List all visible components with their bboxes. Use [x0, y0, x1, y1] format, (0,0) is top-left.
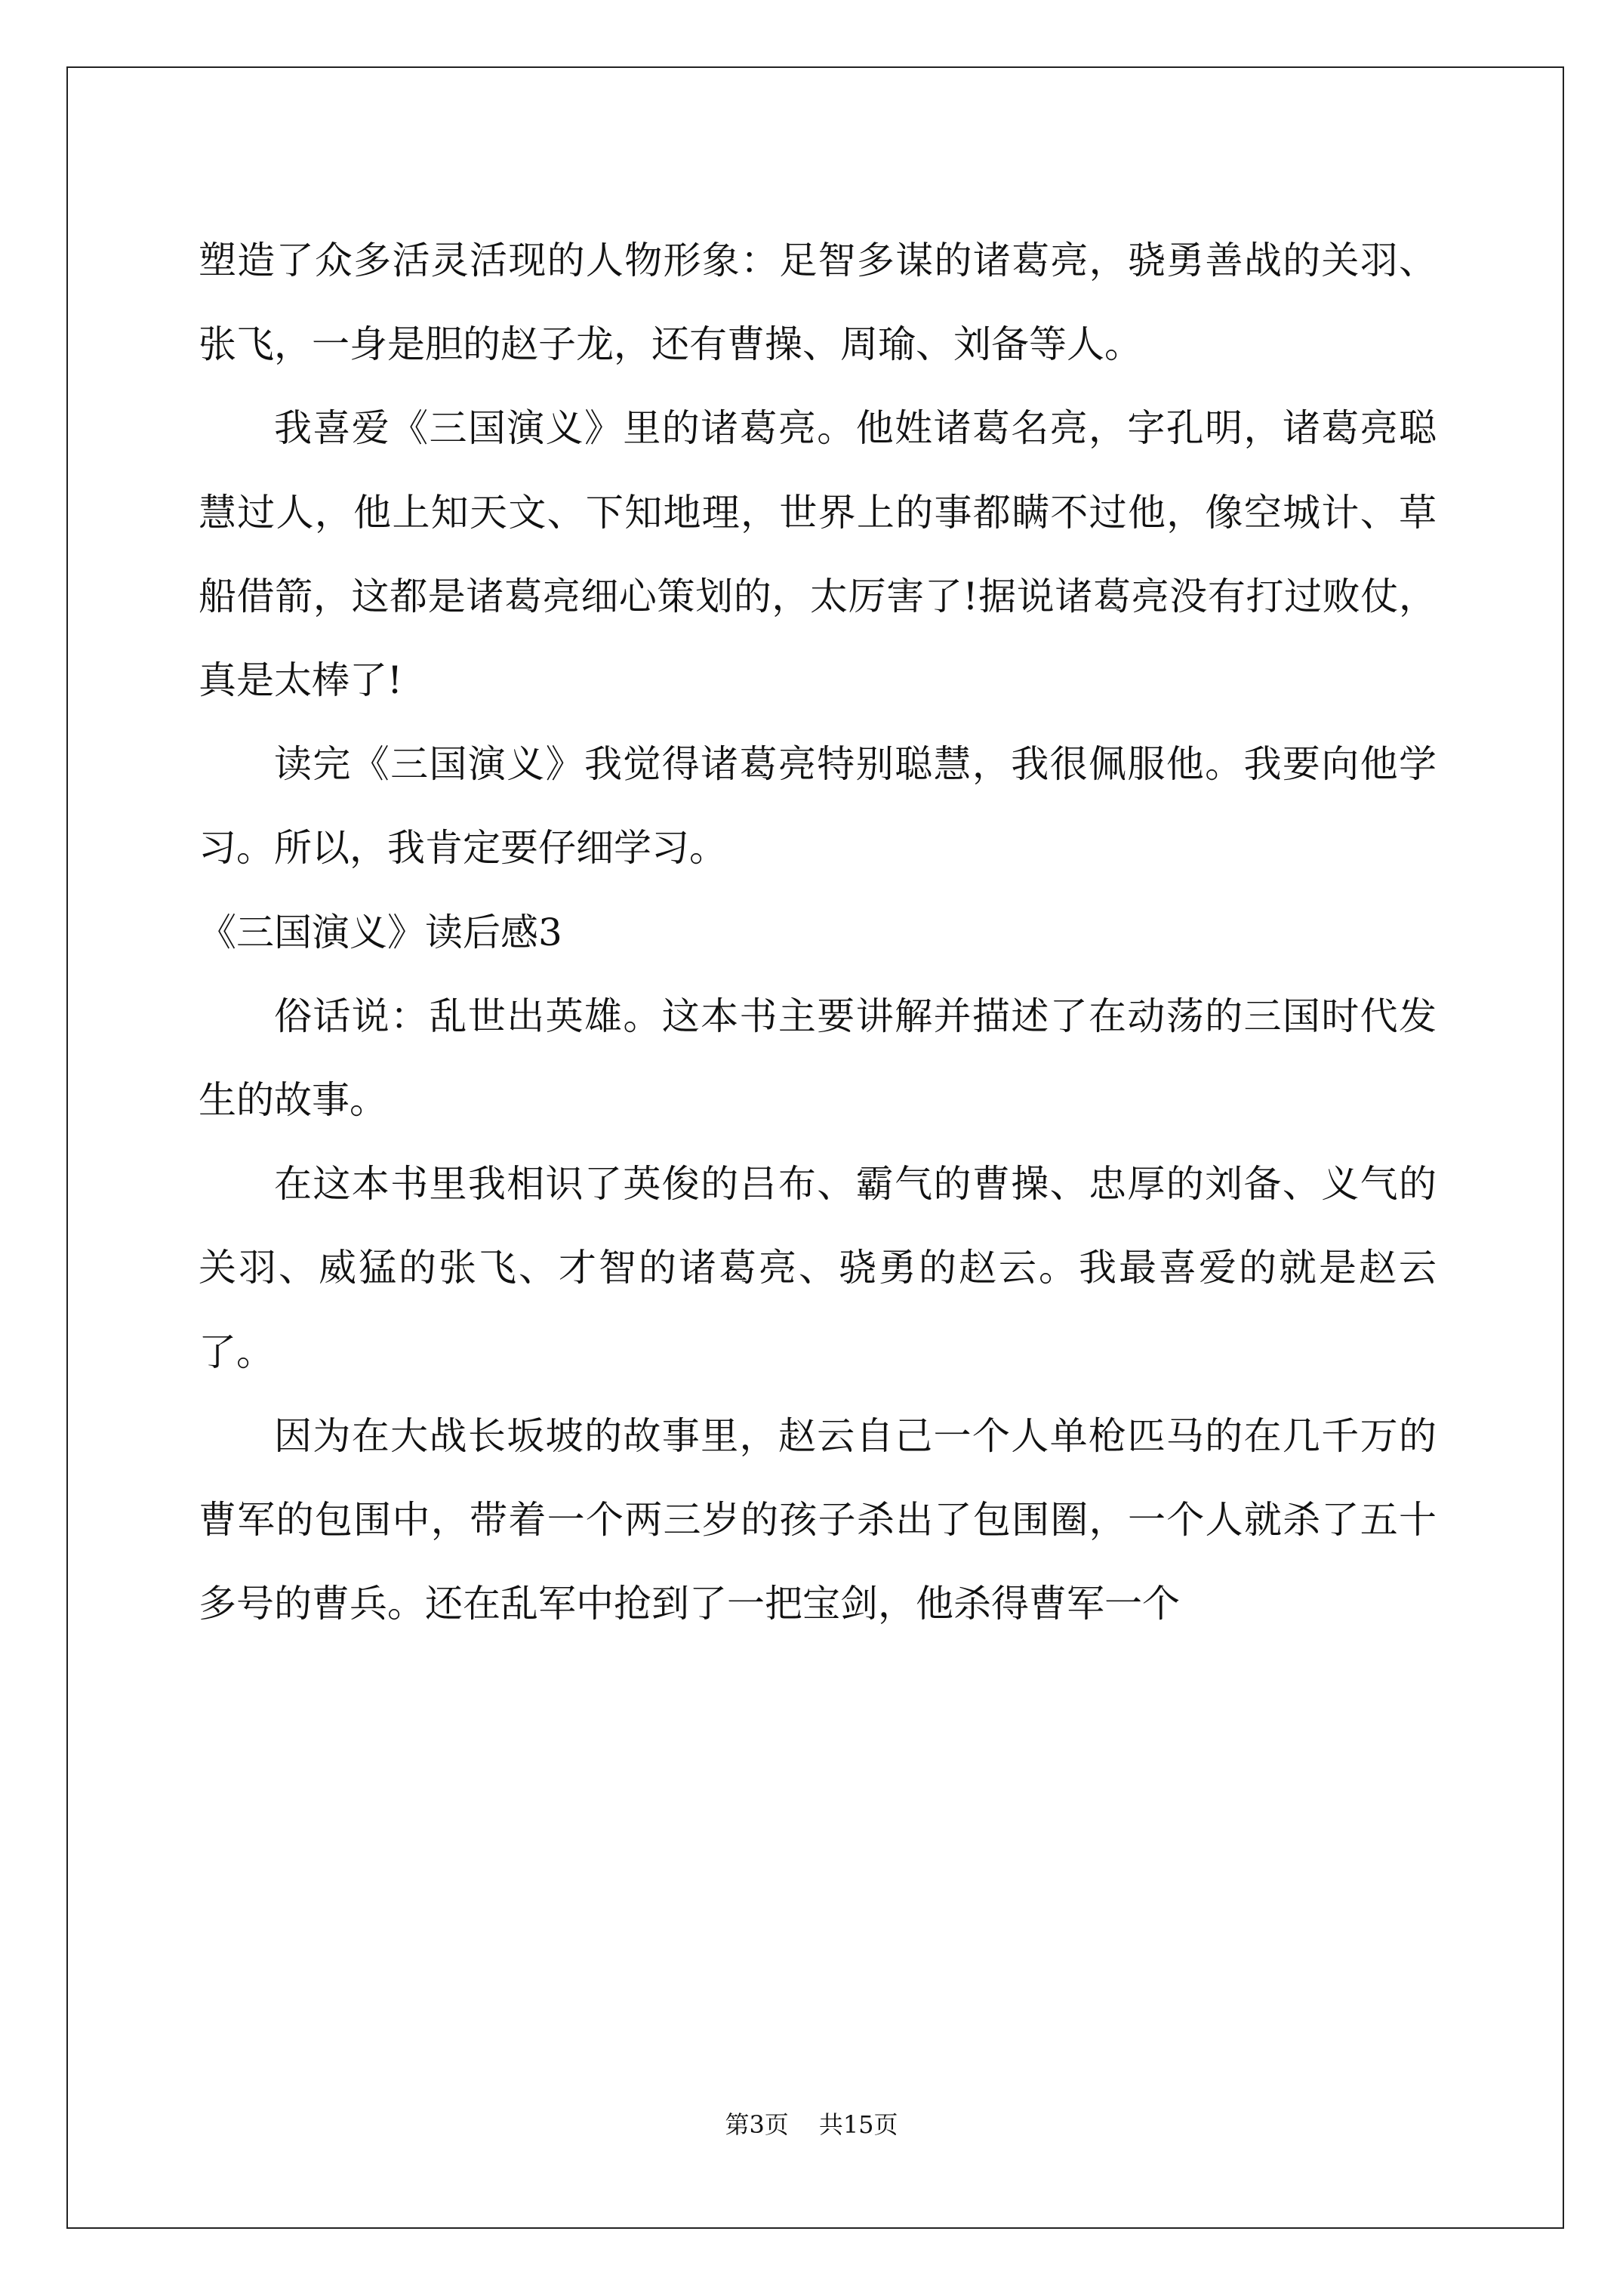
document-body	[199, 219, 1437, 1646]
paragraph: 在这本书里我相识了英俊的吕布、霸气的曹操、忠厚的刘备、义气的关羽、威猛的张飞、才智的诸葛亮、骁勇的赵云。我最喜爱的就是赵云了。	[199, 1162, 1437, 1374]
paragraph: 我喜爱《三国演义》里的诸葛亮。他姓诸葛名亮，字孔明，诸葛亮聪慧过人，他上知天文、下知地理，世界上的事都瞒不过他，像空城计、草船借箭，这都是诸葛亮细心策划的，太厉害了!据说诸葛亮没有打过败仗，真是太棒了!	[199, 406, 1437, 703]
paragraph: 塑造了众多活灵活现的人物形象：足智多谋的诸葛亮，骁勇善战的关羽、张飞，一身是胆的赵子龙，还有曹操、周瑜、刘备等人。	[199, 239, 1437, 367]
paragraph: 俗话说：乱世出英雄。这本书主要讲解并描述了在动荡的三国时代发生的故事。	[199, 994, 1437, 1123]
paragraph: 因为在大战长坂坡的故事里，赵云自己一个人单枪匹马的在几千万的曹军的包围中，带着一个两三岁的孩子杀出了包围圈，一个人就杀了五十多号的曹兵。还在乱军中抢到了一把宝剑，他杀得曹军一个	[199, 1413, 1437, 1626]
page-total: 共15页	[818, 2110, 898, 2139]
paragraph: 读完《三国演义》我觉得诸葛亮特别聪慧，我很佩服他。我要向他学习。所以，我肯定要仔细学习。	[199, 742, 1437, 871]
page-number: 第3页	[725, 2110, 789, 2139]
page-footer	[0, 2110, 1623, 2140]
section-title: 《三国演义》读后感3	[199, 910, 562, 954]
